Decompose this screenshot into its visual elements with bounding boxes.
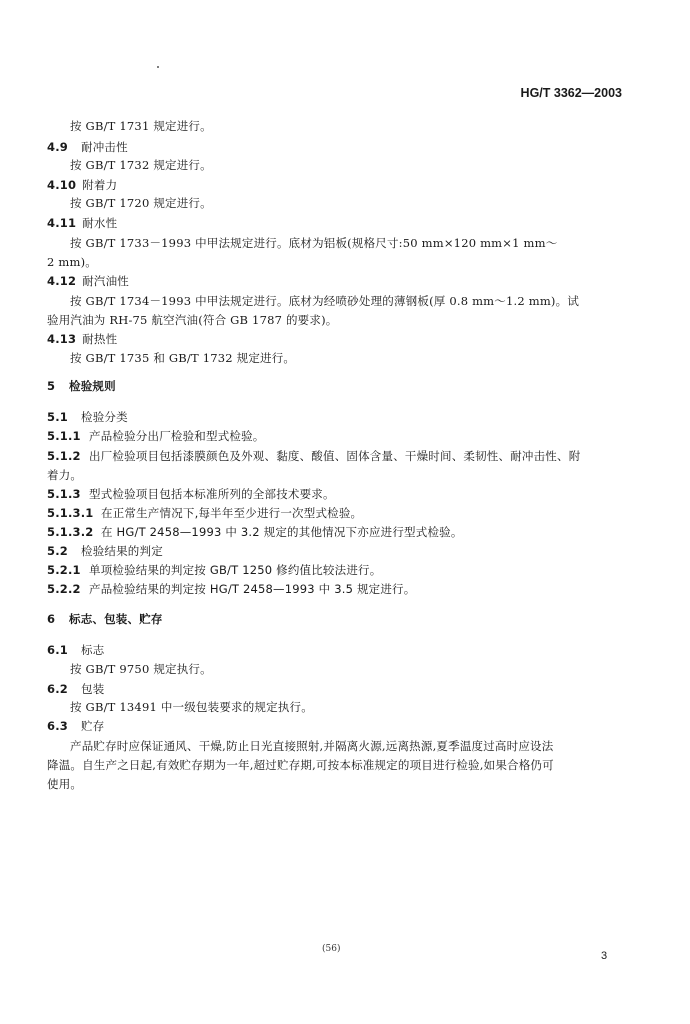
text-line: 按 GB/T 13491 中一级包装要求的规定执行。 xyxy=(70,700,313,714)
page-number: 3 xyxy=(601,950,608,962)
clause-heading xyxy=(47,428,265,444)
clause-heading xyxy=(47,718,104,734)
clause-heading xyxy=(47,581,415,597)
footer-code: (56) xyxy=(322,944,341,954)
clause-title: 出厂检验项目包括漆膜颜色及外观、黏度、酸值、固体含量、干燥时间、柔韧性、耐冲击性、附 xyxy=(89,449,581,463)
clause-title: 耐水性 xyxy=(82,216,118,230)
clause-title: 在正常生产情况下,每半年至少进行一次型式检验。 xyxy=(101,506,363,520)
clause-number: 5.1.3.2 xyxy=(47,525,94,539)
section-number: 6 xyxy=(47,612,56,626)
clause-title: 包装 xyxy=(81,682,105,696)
clause-title: 贮存 xyxy=(81,719,105,733)
clause-number: 5.1.3.1 xyxy=(47,506,94,520)
clause-heading xyxy=(47,331,117,347)
clause-title: 标志 xyxy=(81,643,105,657)
clause-number: 5.2 xyxy=(47,544,68,558)
clause-heading xyxy=(47,642,104,658)
clause-heading xyxy=(47,543,163,559)
clause-heading xyxy=(47,562,381,578)
clause-title: 产品检验结果的判定按 HG/T 2458—1993 中 3.5 规定进行。 xyxy=(89,582,416,596)
clause-number: 5.1.2 xyxy=(47,449,81,463)
text-line: 2 mm)。 xyxy=(47,255,97,269)
clause-title: 耐热性 xyxy=(82,332,118,346)
clause-heading xyxy=(47,448,580,464)
scan-speck xyxy=(157,66,159,68)
clause-number: 6.2 xyxy=(47,682,68,696)
section-title: 检验规则 xyxy=(69,379,116,393)
clause-number: 4.12 xyxy=(47,274,77,288)
clause-number: 4.13 xyxy=(47,332,77,346)
clause-title: 在 HG/T 2458—1993 中 3.2 规定的其他情况下亦应进行型式检验。 xyxy=(101,525,463,539)
clause-title: 型式检验项目包括本标准所列的全部技术要求。 xyxy=(89,487,335,501)
text-line: 验用汽油为 RH-75 航空汽油(符合 GB 1787 的要求)。 xyxy=(47,313,338,327)
text-line: 着力。 xyxy=(47,468,83,482)
clause-title: 附着力 xyxy=(82,178,118,192)
text-line: 按 GB/T 1731 规定进行。 xyxy=(70,119,212,133)
clause-number: 6.3 xyxy=(47,719,68,733)
section-title: 标志、包装、贮存 xyxy=(69,612,163,626)
text-line: 降温。自生产之日起,有效贮存期为一年,超过贮存期,可按本标准规定的项目进行检验,如果合格仍可 xyxy=(47,758,554,772)
text-line: 产品贮存时应保证通风、干燥,防止日光直接照射,并隔离火源,远离热源,夏季温度过高时应设法 xyxy=(70,739,554,753)
clause-number: 5.1.3 xyxy=(47,487,81,501)
clause-heading xyxy=(47,505,362,521)
clause-number: 4.11 xyxy=(47,216,77,230)
text-line: 按 GB/T 9750 规定执行。 xyxy=(70,662,212,676)
text-line: 按 GB/T 1735 和 GB/T 1732 规定进行。 xyxy=(70,351,296,365)
clause-heading xyxy=(47,215,117,231)
clause-number: 6.1 xyxy=(47,643,68,657)
clause-title: 耐冲击性 xyxy=(81,140,128,154)
section-number: 5 xyxy=(47,379,56,393)
clause-heading xyxy=(47,524,463,540)
clause-number: 4.10 xyxy=(47,178,77,192)
standard-code: HG/T 3362—2003 xyxy=(520,86,622,100)
text-line: 按 GB/T 1733－1993 中甲法规定进行。底材为铝板(规格尺寸:50 mm×120 mm×1 mm～ xyxy=(70,236,558,250)
text-line: 按 GB/T 1732 规定进行。 xyxy=(70,158,212,172)
clause-title: 检验分类 xyxy=(81,410,128,424)
section-heading xyxy=(47,378,116,394)
clause-number: 5.1.1 xyxy=(47,429,81,443)
clause-title: 耐汽油性 xyxy=(82,274,129,288)
text-line: 使用。 xyxy=(47,777,83,791)
text-line: 按 GB/T 1734－1993 中甲法规定进行。底材为经喷砂处理的薄钢板(厚 0.8 mm～1.2 mm)。试 xyxy=(70,294,580,308)
clause-title: 产品检验分出厂检验和型式检验。 xyxy=(89,429,265,443)
clause-title: 单项检验结果的判定按 GB/T 1250 修约值比较法进行。 xyxy=(89,563,382,577)
clause-heading xyxy=(47,139,128,155)
clause-title: 检验结果的判定 xyxy=(81,544,163,558)
clause-heading xyxy=(47,273,129,289)
clause-number: 5.2.2 xyxy=(47,582,81,596)
clause-heading xyxy=(47,409,128,425)
clause-heading xyxy=(47,681,104,697)
clause-heading xyxy=(47,486,335,502)
text-line: 按 GB/T 1720 规定进行。 xyxy=(70,196,212,210)
section-heading xyxy=(47,611,163,627)
clause-heading xyxy=(47,177,117,193)
clause-number: 4.9 xyxy=(47,140,68,154)
clause-number: 5.2.1 xyxy=(47,563,81,577)
clause-number: 5.1 xyxy=(47,410,68,424)
